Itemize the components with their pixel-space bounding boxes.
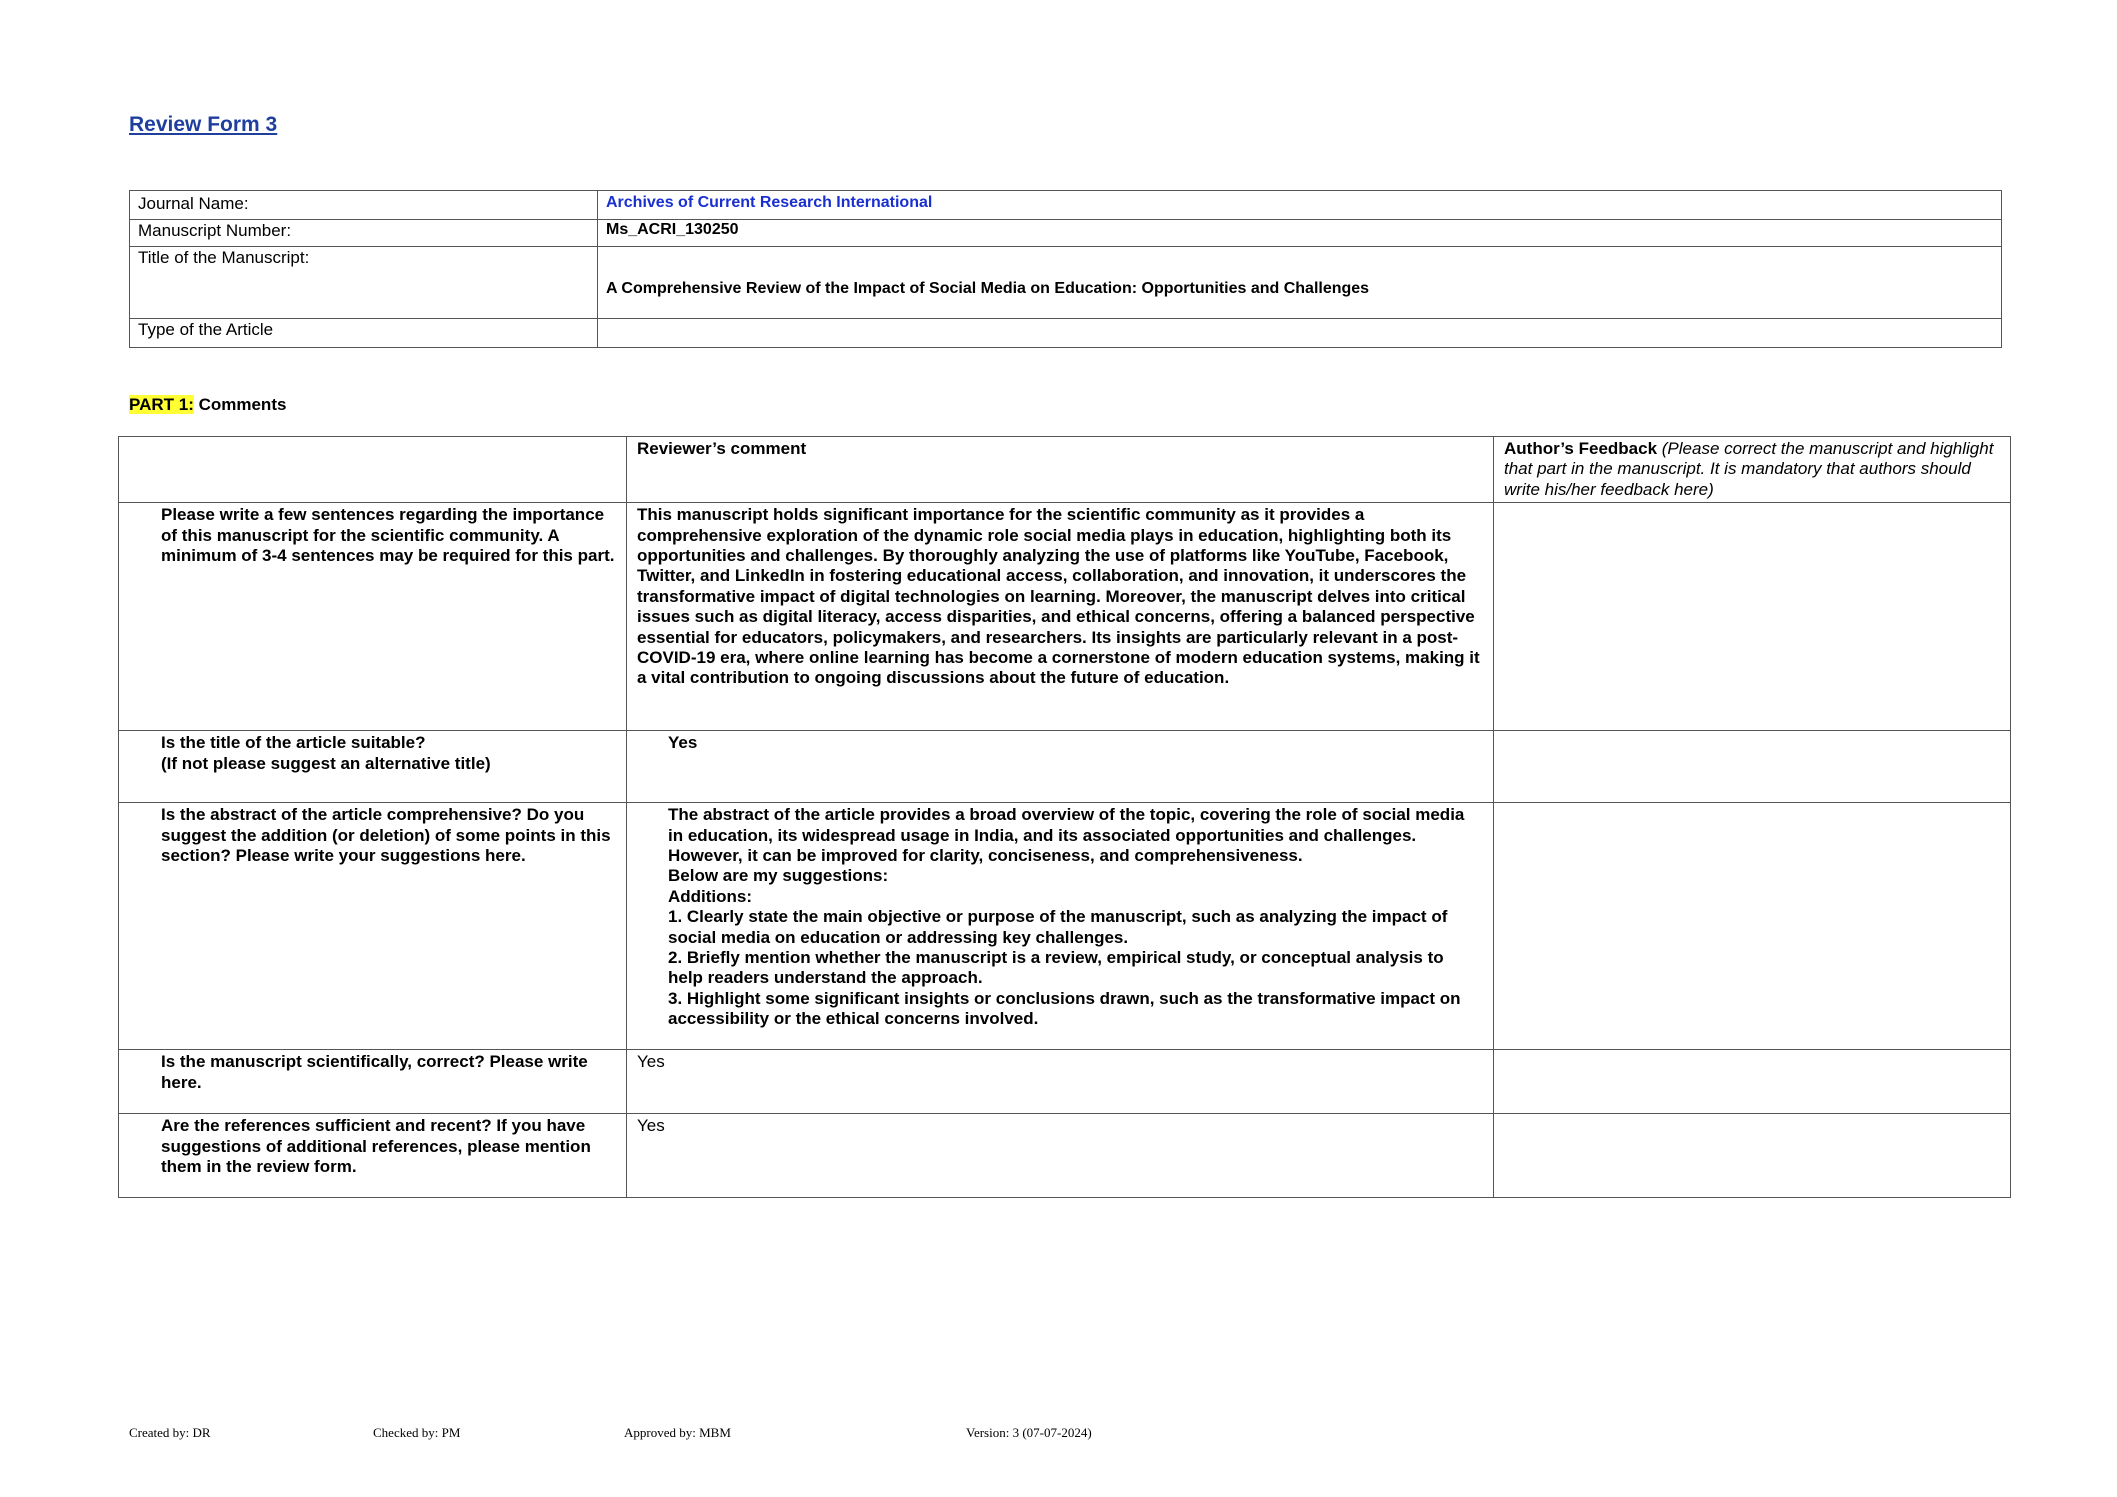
author-feedback-cell[interactable] [1494, 1050, 2011, 1114]
table-row [119, 1050, 2011, 1114]
article-type-label: Type of the Article [130, 319, 598, 348]
reviewer-comment-header: Reviewer’s comment [627, 437, 1494, 503]
table-row [119, 803, 2011, 1050]
footer-created: Created by: DR [129, 1425, 211, 1440]
reviewer-comment-cell: Yes [627, 1114, 1494, 1198]
journal-row [130, 191, 2002, 220]
author-feedback-cell[interactable] [1494, 731, 2011, 803]
page-title: Review Form 3 [129, 113, 278, 136]
author-feedback-cell[interactable] [1494, 503, 2011, 731]
author-feedback-header [1494, 437, 2011, 503]
question-cell: Is the manuscript scientifically, correct? Please write here. [119, 1050, 627, 1114]
footer-approved: Approved by: MBM [624, 1425, 731, 1440]
author-feedback-cell[interactable] [1494, 1114, 2011, 1198]
question-cell: Are the references sufficient and recent? If you have suggestions of additional references, please mention them in the review form. [119, 1114, 627, 1198]
part-label: PART 1: [129, 395, 194, 414]
comments-header-row [119, 437, 2011, 503]
table-row [119, 503, 2011, 731]
reviewer-comment-cell: Yes [627, 731, 1494, 803]
footer-checked: Checked by: PM [373, 1425, 461, 1440]
journal-value: Archives of Current Research International [598, 191, 2002, 220]
manuscript-number-row [130, 220, 2002, 247]
footer-version: Version: 3 (07-07-2024) [966, 1425, 1092, 1440]
author-feedback-title: Author’s Feedback [1504, 439, 1658, 458]
manuscript-info-table [129, 190, 2002, 348]
reviewer-comment-cell: Yes [627, 1050, 1494, 1114]
reviewer-comment-cell: This manuscript holds significant importance for the scientific community as it provides a comprehensive exploration of the dynamic role social media plays in education, highlighting both its opportunities and challenges. By thoroughly analyzing the use of platforms like YouTube, Facebook, Twitter, and LinkedIn in fostering educational access, collaboration, and innovation, it underscores the transformative impact of digital technologies on learning. Moreover, the manuscript delves into critical issues such as digital literacy, access disparities, and ethical concerns, offering a balanced perspective essential for educators, policymakers, and researchers. Its insights are particularly relevant in a post-COVID-19 era, where online learning has become a cornerstone of modern education systems, making it a vital contribution to ongoing discussions about the future of education. [627, 503, 1494, 731]
question-cell: Is the abstract of the article comprehensive? Do you suggest the addition (or deletion) of some points in this section? Please write your suggestions here. [119, 803, 627, 1050]
question-header-cell [119, 437, 627, 503]
table-row [119, 731, 2011, 803]
article-type-row [130, 319, 2002, 348]
manuscript-number-label: Manuscript Number: [130, 220, 598, 247]
manuscript-title-value: A Comprehensive Review of the Impact of Social Media on Education: Opportunities and Challenges [598, 247, 2002, 319]
comments-table [118, 436, 2011, 1198]
part-text: Comments [193, 395, 287, 414]
table-row [119, 1114, 2011, 1198]
question-cell: Is the title of the article suitable? (If not please suggest an alternative title) [119, 731, 627, 803]
part-heading [129, 395, 286, 415]
journal-label: Journal Name: [130, 191, 598, 220]
reviewer-comment-cell: The abstract of the article provides a broad overview of the topic, covering the role of social media in education, its widespread usage in India, and its associated opportunities and challenges. However, it can be improved for clarity, conciseness, and comprehensiveness. Below are my suggestions: Additions: 1. Clearly state the main objective or purpose of the manuscript, such as analyzing the impact of social media on education or addressing key challenges. 2. Briefly mention whether the manuscript is a review, empirical study, or conceptual analysis to help readers understand the approach. 3. Highlight some significant insights or conclusions drawn, such as the transformative impact on accessibility or the ethical concerns involved. [627, 803, 1494, 1050]
question-cell: Please write a few sentences regarding the importance of this manuscript for the scientific community. A minimum of 3-4 sentences may be required for this part. [119, 503, 627, 731]
author-feedback-instructions: (Please correct the manuscript and highlight that part in the manuscript. It is mandatory that authors should write his/her feedback here) [1504, 439, 1994, 499]
manuscript-title-row [130, 247, 2002, 319]
manuscript-number-value: Ms_ACRI_130250 [598, 220, 2002, 247]
article-type-value [598, 319, 2002, 348]
author-feedback-cell[interactable] [1494, 803, 2011, 1050]
manuscript-title-label: Title of the Manuscript: [130, 247, 598, 319]
